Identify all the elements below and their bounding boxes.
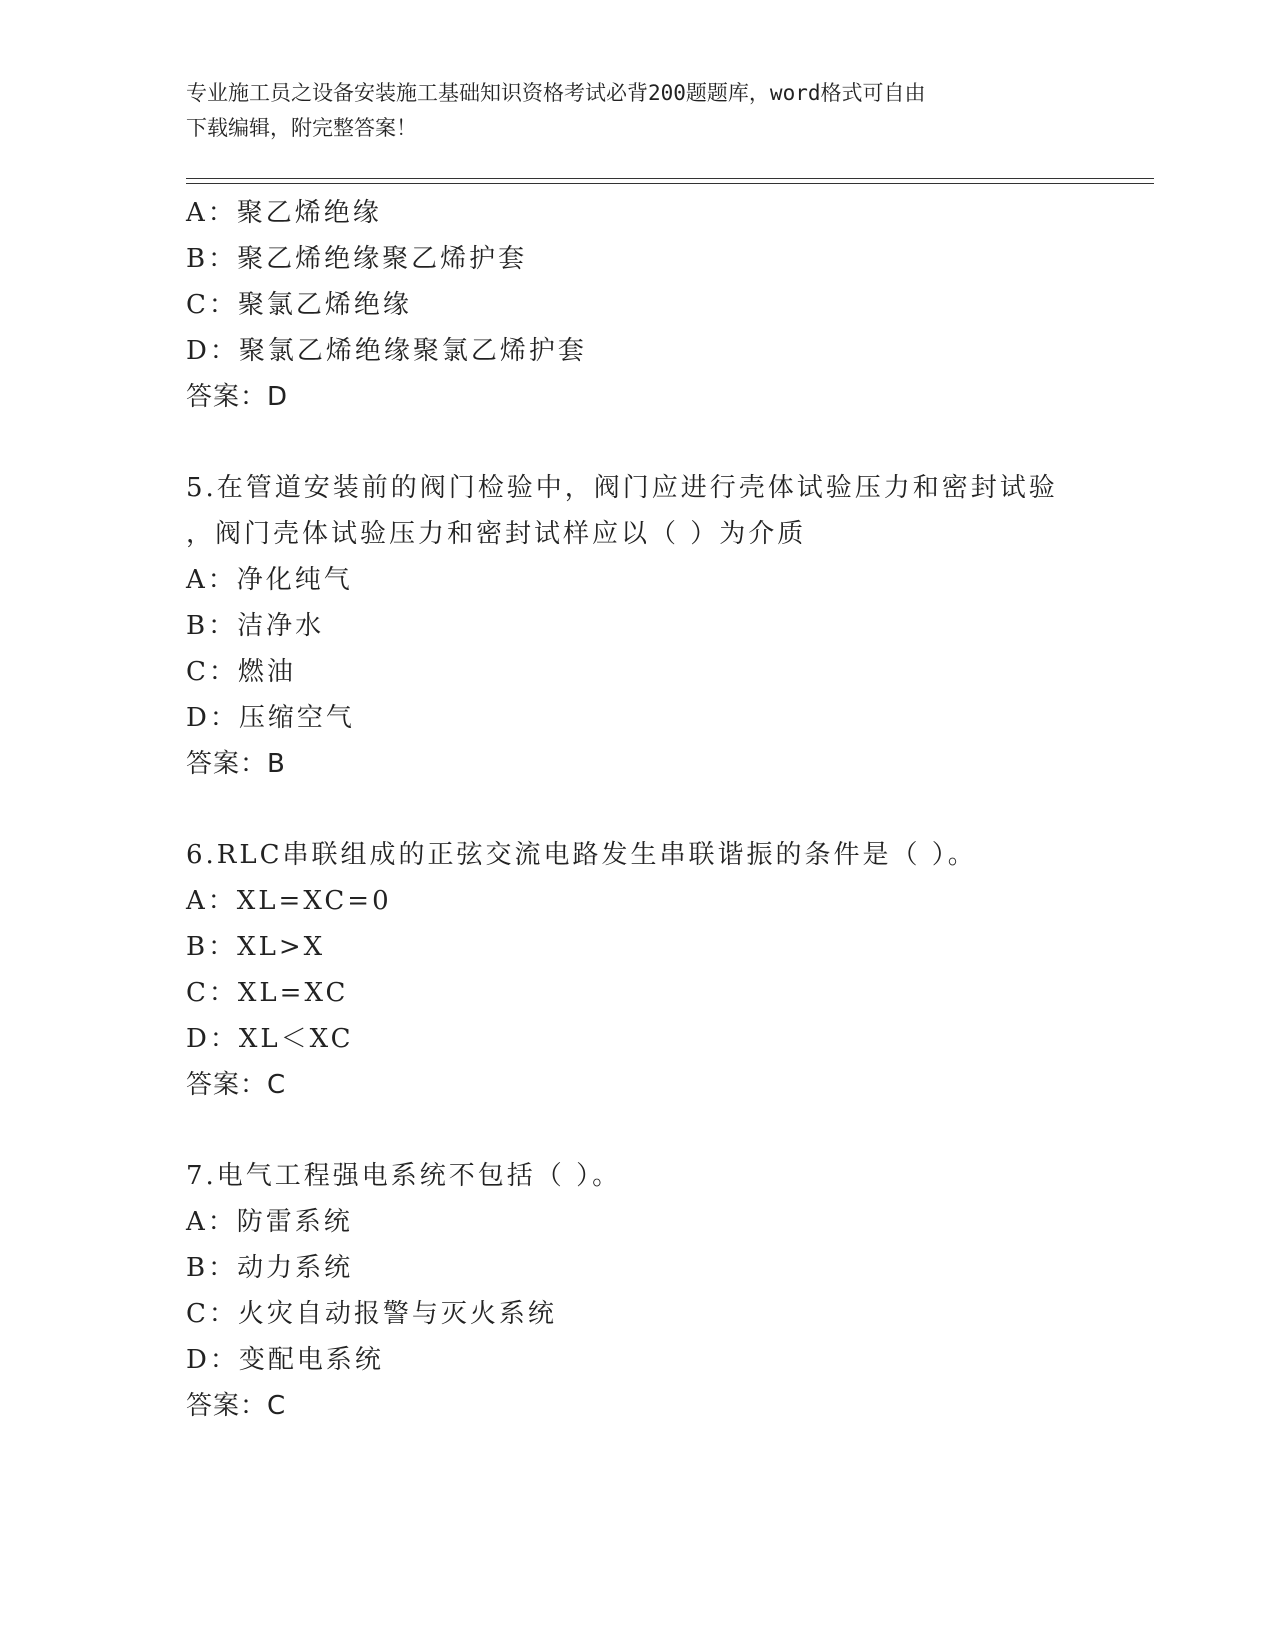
option-b: B：XL>X: [186, 932, 326, 962]
header-line-1: 专业施工员之设备安装施工基础知识资格考试必背200题题库，word格式可自由: [186, 81, 926, 105]
document-header: [186, 76, 1066, 146]
option-a: A：防雷系统: [186, 1207, 353, 1237]
question-list: [186, 190, 1086, 1429]
answer: 答案：C: [186, 1070, 287, 1100]
spacer: [186, 1108, 1086, 1153]
option-a: A：聚乙烯绝缘: [186, 198, 382, 228]
option-c: C：燃油: [186, 657, 296, 687]
option-d: D：XL＜XC: [186, 1024, 354, 1054]
answer: 答案：B: [186, 749, 286, 779]
header-divider-top: [186, 178, 1154, 179]
spacer: [186, 787, 1086, 832]
question-6: [186, 832, 1086, 1108]
option-d: D：压缩空气: [186, 703, 355, 733]
option-a: A：XL=XC=0: [186, 886, 392, 916]
question-stem-line-1: 7.电气工程强电系统不包括（ ）。: [186, 1161, 622, 1191]
option-c: C：XL=XC: [186, 978, 349, 1008]
question-4: [186, 190, 1086, 420]
question-stem-line-1: 6.RLC串联组成的正弦交流电路发生串联谐振的条件是（ ）。: [186, 840, 977, 870]
option-d: D：聚氯乙烯绝缘聚氯乙烯护套: [186, 336, 587, 366]
option-a: A：净化纯气: [186, 565, 353, 595]
header-line-2: 下载编辑，附完整答案！: [186, 116, 417, 140]
question-stem-line-2: ，阀门壳体试验压力和密封试样应以（ ）为介质: [186, 519, 807, 549]
option-c: C：火灾自动报警与灭火系统: [186, 1299, 557, 1329]
question-7: [186, 1153, 1086, 1429]
option-b: B：洁净水: [186, 611, 325, 641]
answer: 答案：C: [186, 1391, 287, 1421]
option-b: B：聚乙烯绝缘聚乙烯护套: [186, 244, 528, 274]
header-divider-bottom: [186, 183, 1154, 184]
option-c: C：聚氯乙烯绝缘: [186, 290, 412, 320]
answer: 答案：D: [186, 382, 289, 412]
option-b: B：动力系统: [186, 1253, 354, 1283]
spacer: [186, 420, 1086, 465]
question-5: [186, 465, 1086, 787]
question-stem-line-1: 5.在管道安装前的阀门检验中，阀门应进行壳体试验压力和密封试验: [186, 473, 1058, 503]
option-d: D：变配电系统: [186, 1345, 384, 1375]
